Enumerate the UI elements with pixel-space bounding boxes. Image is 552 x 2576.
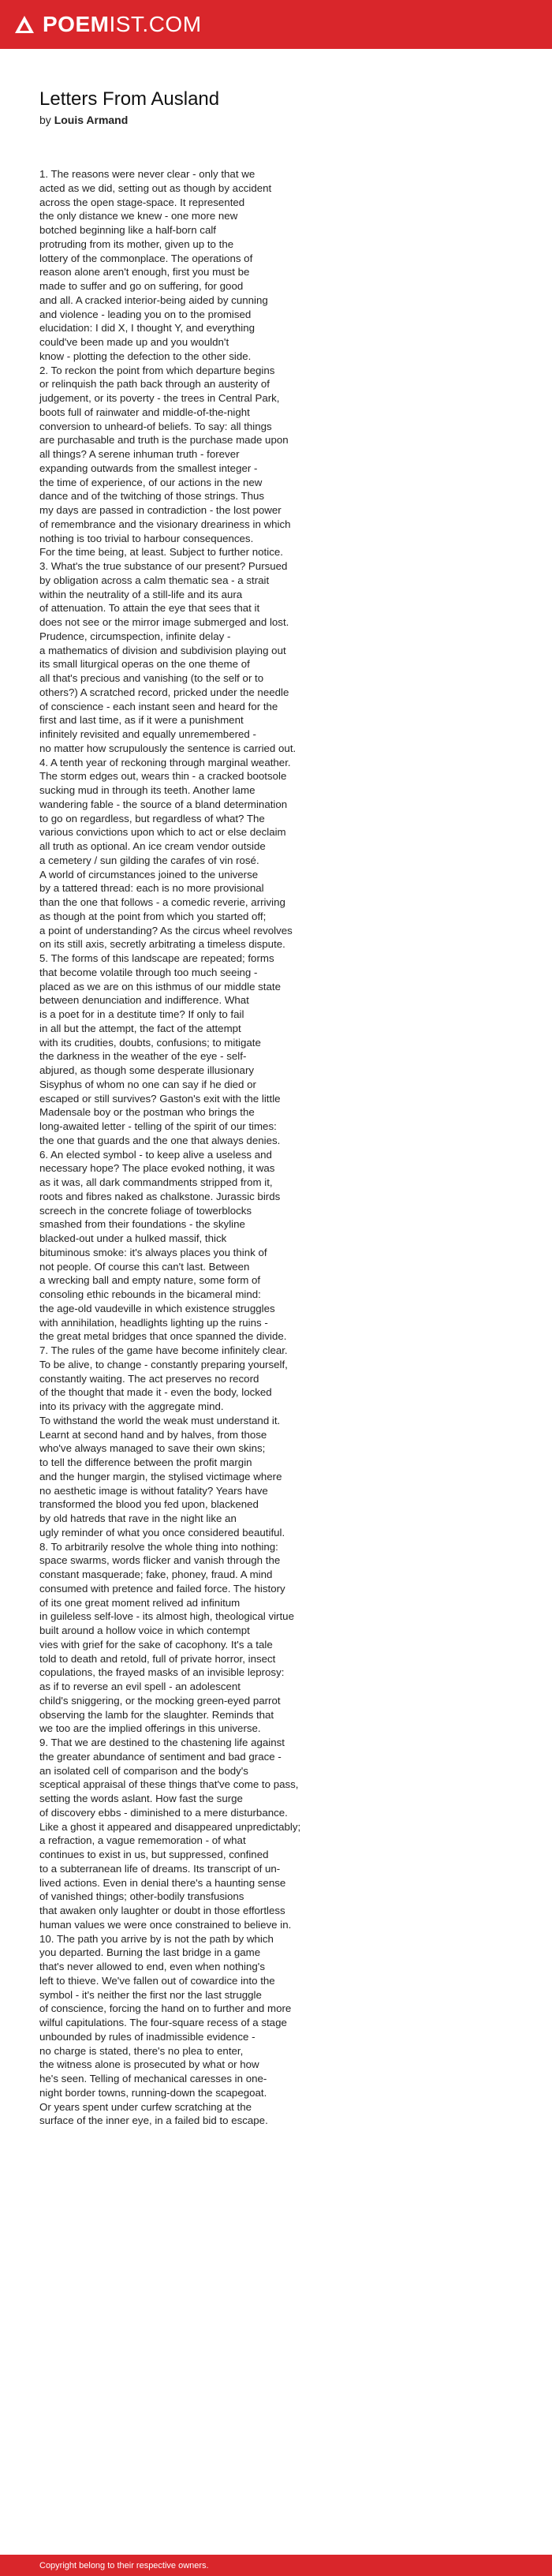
poem-line: does not see or the mirror image submerged and lost. <box>39 616 289 628</box>
poem-line: constant masquerade; fake, phoney, fraud. A mind <box>39 1568 273 1580</box>
poem-line: observing the lamb for the slaughter. Reminds that <box>39 1708 274 1721</box>
poem-line: no charge is stated, there's no plea to enter, <box>39 2044 244 2057</box>
poem-line: roots and fibres naked as chalkstone. Jurassic birds <box>39 1190 281 1202</box>
poem-line: by a tattered thread: each is no more provisional <box>39 882 264 895</box>
poem-line: that become volatile through too much seeing - <box>39 966 258 978</box>
poem-line: the greater abundance of sentiment and bad grace - <box>39 1750 282 1763</box>
poem-line: bituminous smoke: it's always places you think of <box>39 1246 267 1258</box>
poem-line: human values we were once constrained to believe in. <box>39 1918 292 1931</box>
poem-line: boots full of rainwater and middle-of-the-night <box>39 406 250 418</box>
poem-content <box>39 88 520 2128</box>
poem-line: wilful capitulations. The four-square recess of a stage <box>39 2017 287 2028</box>
poem-line: 8. To arbitrarily resolve the whole thing into nothing: <box>39 1540 278 1553</box>
poem-line: 9. That we are destined to the chastening life against <box>39 1737 285 1748</box>
poem-line: my days are passed in contradiction - the lost power <box>39 504 282 516</box>
poem-line: of conscience, forcing the hand on to further and more <box>39 2002 292 2015</box>
poem-line: the time of experience, of our actions in the new <box>39 476 263 488</box>
logo-rest-text: IST.COM <box>109 12 202 36</box>
poem-body <box>39 167 520 2128</box>
poem-line: vies with grief for the sake of cacophony. It's a tale <box>39 1638 273 1651</box>
poem-line: within the neutrality of a still-life and its aura <box>39 588 243 600</box>
poem-line: no aesthetic image is without fatality? Years have <box>39 1484 268 1497</box>
poem-line: into its privacy with the aggregate mind. <box>39 1400 224 1412</box>
poem-line: continues to exist in us, but suppressed, confined <box>39 1849 269 1860</box>
poem-line: on its still axis, secretly arbitrating a timeless dispute. <box>39 938 285 951</box>
poem-line: the great metal bridges that once spanned the divide. <box>39 1330 287 1343</box>
poem-line: sucking mud in through its teeth. Another lame <box>39 784 255 796</box>
poem-line: the age-old vaudeville in which existence struggles <box>39 1302 275 1314</box>
poem-line: that's never allowed to end, even when nothing's <box>39 1961 265 1972</box>
logo-bold-text: POEM <box>43 12 110 36</box>
poem-line: 6. An elected symbol - to keep alive a useless and <box>39 1148 272 1161</box>
poem-line: lottery of the commonplace. The operations of <box>39 252 253 264</box>
poem-line: to a subterranean life of dreams. Its transcript of un- <box>39 1862 281 1875</box>
poem-line: its small liturgical operas on the one theme of <box>39 658 250 671</box>
poem-line: no matter how scrupulously the sentence is carried out. <box>39 742 297 754</box>
poem-line: the only distance we knew - one more new <box>39 210 238 222</box>
poem-line: across the open stage-space. It represented <box>39 196 245 208</box>
poem-line: than the one that follows - a comedic reverie, arriving <box>39 896 285 908</box>
poem-line: a mathematics of division and subdivision playing out <box>39 644 286 656</box>
poem-line: wandering fable - the source of a bland determination <box>39 798 288 810</box>
poem-line: symbol - it's neither the first nor the last struggle <box>39 1988 262 2001</box>
poem-line: reason alone aren't enough, first you must be <box>39 266 250 279</box>
poem-line: protruding from its mother, given up to the <box>39 237 234 250</box>
poem-line: expanding outwards from the smallest integer - <box>39 462 258 474</box>
poem-line: 1. The reasons were never clear - only that we <box>39 168 255 180</box>
poem-line: 7. The rules of the game have become infinitely clear. <box>39 1344 288 1356</box>
poem-line: as if to reverse an evil spell - an adolescent <box>39 1681 241 1692</box>
poem-line: constantly waiting. The act preserves no record <box>39 1372 259 1385</box>
poem-line: infinitely revisited and equally unremembered - <box>39 728 256 740</box>
poem-line: acted as we did, setting out as though by accident <box>39 181 272 194</box>
poem-line: surface of the inner eye, in a failed bid to escape. <box>39 2114 268 2127</box>
poem-line: Like a ghost it appeared and disappeared unpredictably; <box>39 1820 301 1833</box>
poem-line: conversion to unheard-of beliefs. To say: all things <box>39 420 272 432</box>
poem-line: transformed the blood you fed upon, blackened <box>39 1498 259 1511</box>
poem-line: 3. What's the true substance of our present? Pursued <box>39 560 288 572</box>
poem-line: others?) A scratched record, pricked under the needle <box>39 686 289 698</box>
poem-line: abjured, as though some desperate illusionary <box>39 1064 255 1076</box>
poem-line: or relinquish the path back through an austerity of <box>39 378 270 391</box>
poem-line: consumed with pretence and failed force. The history <box>39 1582 285 1595</box>
poem-line: of its one great moment relived ad infinitum <box>39 1596 241 1609</box>
footer-copyright: Copyright belong to their respective owners. <box>39 2560 209 2570</box>
poem-line: of discovery ebbs - diminished to a mere disturbance. <box>39 1806 288 1819</box>
site-footer <box>0 2555 552 2576</box>
poem-line: you departed. Burning the last bridge in a game <box>39 1946 261 1959</box>
poem-line: elucidation: I did X, I thought Y, and everything <box>39 322 255 335</box>
poem-line: a wrecking ball and empty nature, some form of <box>39 1274 261 1287</box>
poem-byline <box>39 114 520 126</box>
poem-line: we too are the implied offerings in this universe. <box>39 1722 261 1735</box>
poem-line: of attenuation. To attain the eye that sees that it <box>39 602 260 615</box>
poem-line: dance and of the twitching of those strings. Thus <box>39 490 265 503</box>
poem-line: a refraction, a vague rememoration - of what <box>39 1834 246 1847</box>
poem-line: For the time being, at least. Subject to further notice. <box>39 546 283 559</box>
poem-line: of remembrance and the visionary dreariness in which <box>39 518 291 530</box>
poem-line: to go on regardless, but regardless of what? The <box>39 812 265 824</box>
poem-line: smashed from their foundations - the skyline <box>39 1218 245 1231</box>
poem-line: ugly reminder of what you once considered beautiful. <box>39 1526 285 1538</box>
poem-line: of the thought that made it - even the body, locked <box>39 1386 272 1399</box>
poem-line: blacked-out under a hulked massif, thick <box>39 1232 227 1244</box>
poem-line: as though at the point from which you started off; <box>39 910 267 922</box>
poem-line: know - plotting the defection to the other side. <box>39 350 252 362</box>
poem-line: botched beginning like a half-born calf <box>39 224 216 236</box>
poem-line: nothing is too trivial to harbour consequences. <box>39 532 254 544</box>
poem-line: in guileless self-love - its almost high, theological virtue <box>39 1610 294 1623</box>
poem-line: an isolated cell of comparison and the body's <box>39 1764 248 1777</box>
poem-line: screech in the concrete foliage of towerblocks <box>39 1204 252 1217</box>
poem-line: Or years spent under curfew scratching at the <box>39 2100 252 2113</box>
poem-line: first and last time, as if it were a punishment <box>39 714 244 727</box>
poem-line: all truth as optional. An ice cream vendor outside <box>39 840 266 852</box>
poem-line: 5. The forms of this landscape are repeated; forms <box>39 952 274 964</box>
poem-line: the darkness in the weather of the eye - self- <box>39 1050 247 1063</box>
poem-line: necessary hope? The place evoked nothing, it was <box>39 1162 275 1175</box>
poem-line: as it was, all dark commandments stripped from it, <box>39 1176 273 1188</box>
poemist-logo-icon[interactable] <box>14 14 35 35</box>
poem-line: A world of circumstances joined to the universe <box>39 868 259 880</box>
poem-line: Madensale boy or the postman who brings the <box>39 1106 255 1119</box>
poem-line: with annihilation, headlights lighting up the ruins - <box>39 1316 268 1329</box>
poem-title: Letters From Ausland <box>39 88 220 110</box>
poem-line: not people. Of course this can't last. Between <box>39 1260 250 1273</box>
poem-line: he's seen. Telling of mechanical caresses in one- <box>39 2073 267 2084</box>
poem-line: the one that guards and the one that always denies. <box>39 1134 281 1146</box>
poem-author[interactable]: Louis Armand <box>54 114 129 126</box>
poem-line: consoling ethic rebounds in the bicameral mind: <box>39 1288 261 1300</box>
poem-line: a point of understanding? As the circus wheel revolves <box>39 924 293 937</box>
poem-line: lived actions. Even in denial there's a haunting sense <box>39 1876 286 1889</box>
poem-line: in all but the attempt, the fact of the attempt <box>39 1022 241 1034</box>
poem-line: placed as we are on this isthmus of our middle state <box>39 980 281 993</box>
poem-line: copulations, the frayed masks of an invisible leprosy: <box>39 1666 285 1679</box>
poem-line: 2. To reckon the point from which departure begins <box>39 364 275 376</box>
poem-line: To withstand the world the weak must understand it. <box>39 1414 281 1426</box>
poem-line: 10. The path you arrive by is not the path by which <box>39 1932 274 1945</box>
poem-line: and the hunger margin, the stylised victimage where <box>39 1470 282 1482</box>
poem-line: setting the words aslant. How fast the surge <box>39 1793 243 1804</box>
poem-line: sceptical appraisal of these things that've come to pass, <box>39 1778 299 1791</box>
poem-line: a cemetery / sun gilding the carafes of vin rosé. <box>39 854 259 866</box>
poem-line: various convictions upon which to act or else declaim <box>39 826 286 839</box>
poem-line: all that's precious and vanishing (to the self or to <box>39 672 264 684</box>
poem-line: could've been made up and you wouldn't <box>39 336 229 348</box>
poem-line: The storm edges out, wears thin - a cracked bootsole <box>39 770 287 783</box>
poem-line: the witness alone is prosecuted by what or how <box>39 2058 259 2071</box>
poem-line: left to thieve. We've fallen out of cowardice into the <box>39 1974 275 1987</box>
poem-line: Prudence, circumspection, infinite delay - <box>39 630 231 642</box>
poem-line: is a poet for in a destitute time? If only to fail <box>39 1008 244 1020</box>
poem-line: who've always managed to save their own skins; <box>39 1442 266 1455</box>
site-header <box>0 0 552 49</box>
poem-line: night border towns, running-down the scapegoat. <box>39 2086 267 2099</box>
byline-label: by <box>39 114 51 126</box>
poem-line: Learnt at second hand and by halves, from those <box>39 1428 267 1441</box>
poem-line: all things? A serene inhuman truth - forever <box>39 448 240 460</box>
site-logo[interactable] <box>43 12 202 37</box>
poem-line: that awaken only laughter or doubt in those effortless <box>39 1905 285 1916</box>
poem-line: 4. A tenth year of reckoning through marginal weather. <box>39 756 291 768</box>
poem-line: told to death and retold, full of private horror, insect <box>39 1652 276 1665</box>
poem-line: and violence - leading you on to the promised <box>39 308 252 320</box>
poem-line: and all. A cracked interior-being aided by cunning <box>39 293 268 306</box>
poem-line: unbounded by rules of inadmissible evidence - <box>39 2030 255 2043</box>
poem-line: with its crudities, doubts, confusions; to mitigate <box>39 1036 261 1049</box>
poem-line: of vanished things; other-bodily transfusions <box>39 1890 244 1903</box>
poem-line: space swarms, words flicker and vanish through the <box>39 1554 281 1567</box>
poem-line: are purchasable and truth is the purchase made upon <box>39 434 289 447</box>
poem-line: between denunciation and indifference. What <box>39 994 249 1007</box>
poem-line: by old hatreds that rave in the night like an <box>39 1512 237 1524</box>
poem-line: by obligation across a calm thematic sea - a strait <box>39 574 270 586</box>
poem-line: Sisyphus of whom no one can say if he died or <box>39 1078 256 1090</box>
poem-line: long-awaited letter - telling of the spirit of our times: <box>39 1120 277 1132</box>
poem-line: of conscience - each instant seen and heard for the <box>39 700 278 712</box>
poem-line: To be alive, to change - constantly preparing yourself, <box>39 1358 288 1370</box>
poem-line: built around a hollow voice in which contempt <box>39 1624 250 1636</box>
poem-line: made to suffer and go on suffering, for good <box>39 280 244 292</box>
poem-line: judgement, or its poverty - the trees in Central Park, <box>39 392 280 404</box>
poem-line: to tell the difference between the profit margin <box>39 1456 252 1468</box>
poem-line: escaped or still survives? Gaston's exit with the little <box>39 1092 281 1105</box>
poem-line: child's sniggering, or the mocking green-eyed parrot <box>39 1694 281 1707</box>
